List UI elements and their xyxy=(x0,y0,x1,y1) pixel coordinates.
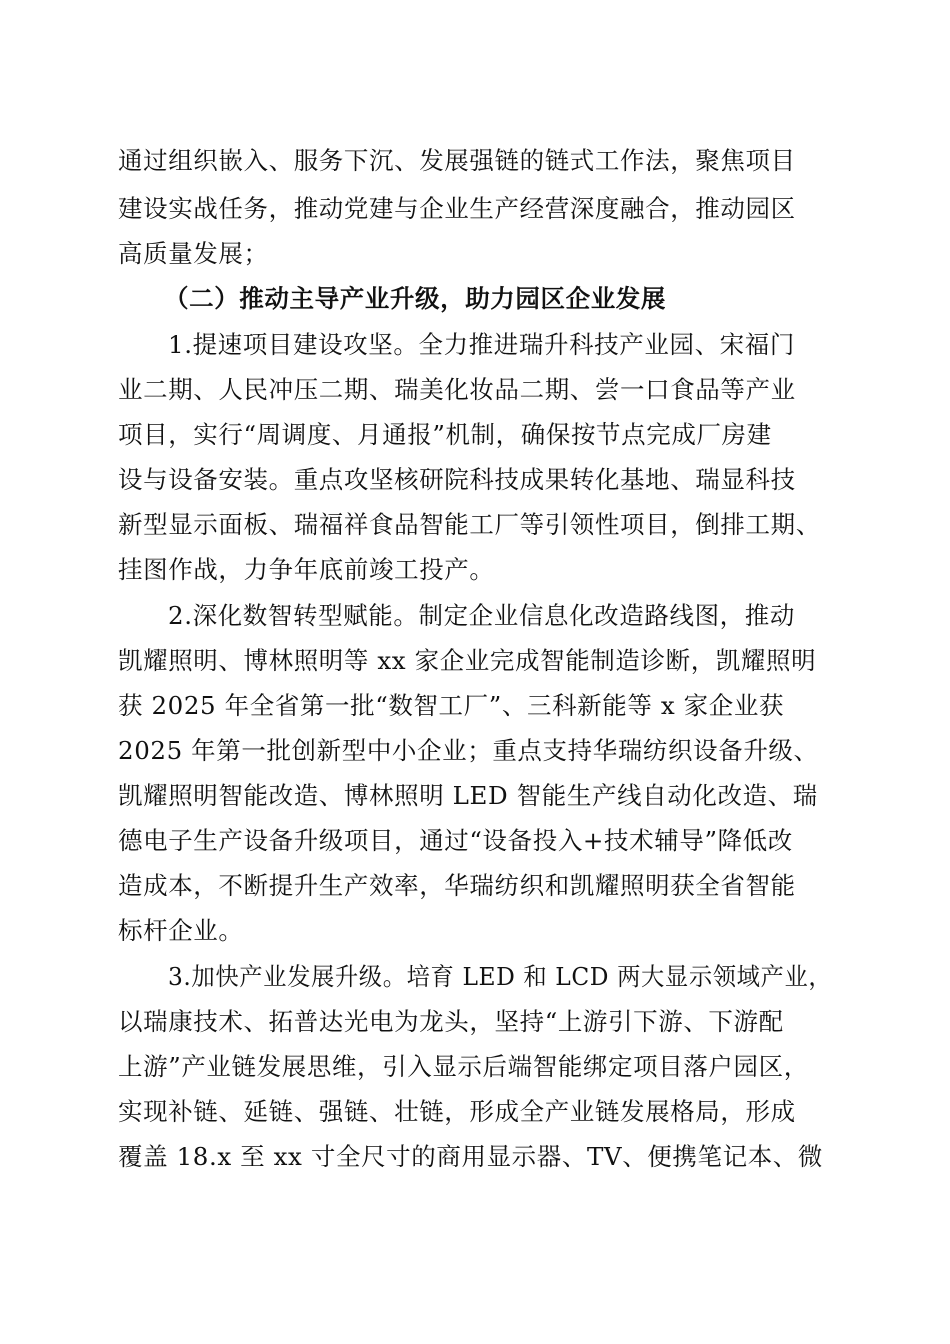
text-line: 实现补链、延链、强链、壮链，形成全产业链发展格局，形成 xyxy=(118,1097,796,1126)
text-line: 德电子生产设备升级项目，通过“设备投入+技术辅导”降低改 xyxy=(118,826,793,855)
text-line: 建设实战任务，推动党建与企业生产经营深度融合，推动园区 xyxy=(118,194,796,223)
text-line: 高质量发展； xyxy=(118,239,269,268)
text-line: 凯耀照明、博林照明等 xx 家企业完成智能制造诊断，凯耀照明 xyxy=(118,646,817,675)
text-line: 新型显示面板、瑞福祥食品智能工厂等引领性项目，倒排工期、 xyxy=(118,510,821,539)
text-line: 标杆企业。 xyxy=(118,916,244,945)
paragraph-1-start: 1.提速项目建设攻坚。全力推进瑞升科技产业园、宋福门 xyxy=(168,330,795,359)
text-line: 覆盖 18.x 至 xx 寸全尺寸的商用显示器、TV、便携笔记本、微 xyxy=(118,1142,823,1171)
text-line: 凯耀照明智能改造、博林照明 LED 智能生产线自动化改造、瑞 xyxy=(118,781,818,810)
paragraph-2-start: 2.深化数智转型赋能。制定企业信息化改造路线图，推动 xyxy=(168,601,795,630)
text-line: 以瑞康技术、拓普达光电为龙头，坚持“上游引下游、下游配 xyxy=(118,1007,784,1036)
paragraph-3-start: 3.加快产业发展升级。培育 LED 和 LCD 两大显示领域产业， xyxy=(168,962,833,991)
text-line: 挂图作战，力争年底前竣工投产。 xyxy=(118,555,495,584)
text-line: 获 2025 年全省第一批“数智工厂”、三科新能等 x 家企业获 xyxy=(118,691,785,720)
text-line: 造成本，不断提升生产效率，华瑞纺织和凯耀照明获全省智能 xyxy=(118,871,796,900)
text-line: 业二期、人民冲压二期、瑞美化妆品二期、尝一口食品等产业 xyxy=(118,375,796,404)
text-line: 通过组织嵌入、服务下沉、发展强链的链式工作法，聚焦项目 xyxy=(118,146,796,175)
text-line: 2025 年第一批创新型中小企业；重点支持华瑞纺织设备升级、 xyxy=(118,736,819,765)
text-line: 项目，实行“周调度、月通报”机制，确保按节点完成厂房建 xyxy=(118,420,772,449)
text-line: 上游”产业链发展思维，引入显示后端智能绑定项目落户园区， xyxy=(118,1052,809,1081)
text-line: 设与设备安装。重点攻坚核研院科技成果转化基地、瑞显科技 xyxy=(118,465,796,494)
section-heading: （二）推动主导产业升级，助力园区企业发展 xyxy=(164,284,666,313)
